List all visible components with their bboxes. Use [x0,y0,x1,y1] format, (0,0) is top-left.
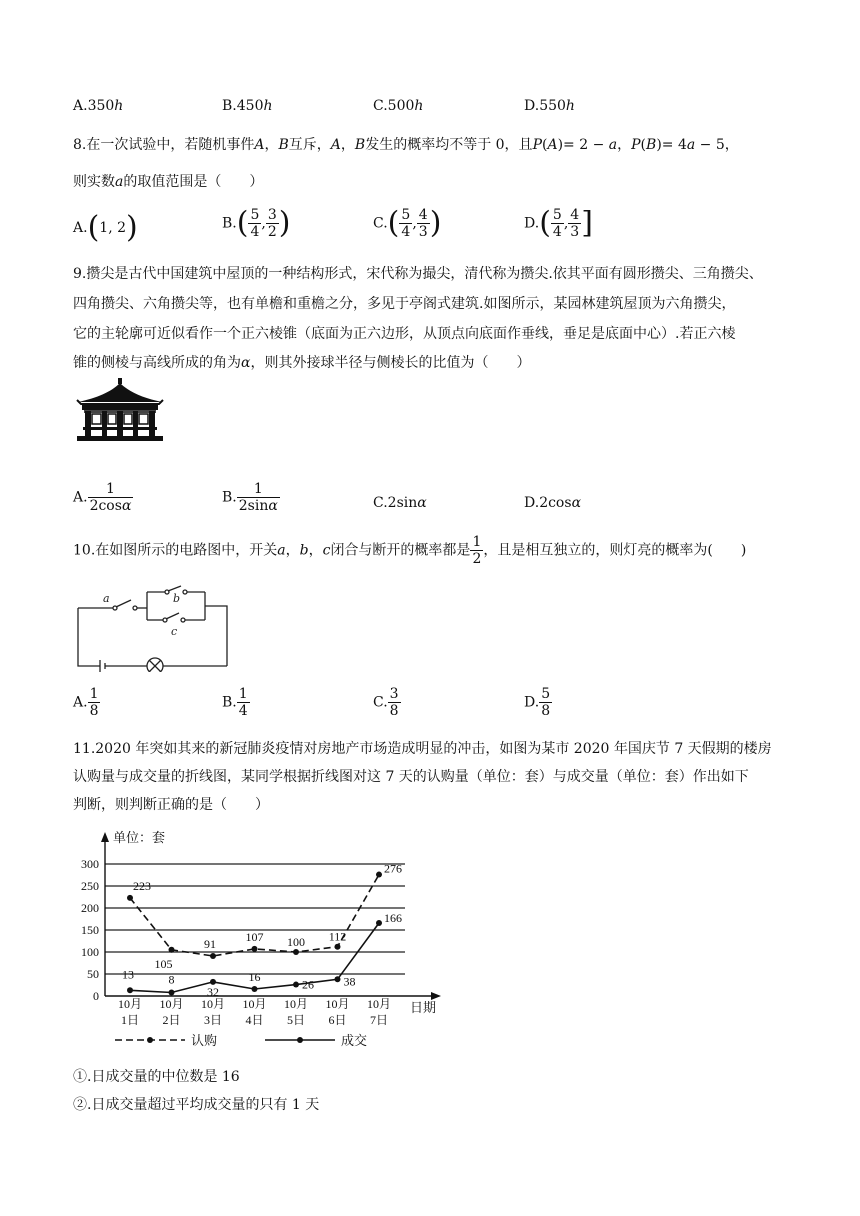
x-tick-label: 7日 [369,1013,389,1027]
q9-stem-line1: 9.攒尖是古代中国建筑中屋顶的一种结构形式，宋代称为撮尖，清代称为攒尖.依其平面有圆形攒尖、三角攒尖、 [73,266,763,282]
q7-option-c: C.500h [373,98,424,114]
y-tick-label: 100 [81,945,99,959]
x-tick-label: 10月 [283,997,309,1011]
x-tick-label: 3日 [203,1013,223,1027]
q9-option-c: C.2sinα [373,495,427,511]
data-label: 38 [343,974,356,989]
data-point [293,949,299,955]
legend-marker [297,1037,303,1043]
x-tick-label: 1日 [120,1013,140,1027]
data-label: 13 [122,967,134,982]
data-point [335,976,341,982]
x-tick-label: 10月 [200,997,226,1011]
data-point [127,895,133,901]
q7-option-b: B.450h [222,98,273,114]
x-axis-label: 日期 [410,1000,437,1015]
x-tick-label: 2日 [162,1013,181,1027]
data-label: 26 [302,977,314,992]
x-tick-label: 10月 [325,997,350,1011]
data-point [169,947,175,953]
data-point [252,946,258,952]
q8-option-d: D.( $\frac{5}{4}$ , $\frac{4}{3}$ ] [524,205,593,241]
q11-stem-line3: 判断，则判断正确的是（ ） [73,797,269,813]
data-point [210,953,216,959]
legend-label: 认购 [191,1033,218,1048]
data-point [376,872,382,878]
data-label: 105 [154,956,173,971]
data-label: 91 [204,936,216,951]
q10-stem: 10.在如图所示的电路图中，开关a，b，c闭合与断开的概率都是 $\frac{1}{2}$ ，且是相互独立的，则灯亮的概率为( ) [73,534,747,568]
data-point [127,987,133,993]
x-tick-label: 6日 [328,1013,347,1027]
switch-c-label: c [171,625,178,638]
q9-option-a: A. $\frac{1}{2\cos\alpha}$ [73,481,132,515]
pavilion-figure [75,378,165,442]
q9-stem-line3: 它的主轮廓可近似看作一个正六棱锥（底面为正六边形，从顶点向底面作垂线，垂足是底面中心）.若正六棱 [73,326,736,342]
q11-statement-1: ①.日成交量的中位数是 16 [73,1069,240,1085]
x-tick-label: 4日 [245,1013,264,1027]
q11-statement-2: ②.日成交量超过平均成交量的只有 1 天 [73,1097,320,1113]
x-axis-arrow [431,992,441,1000]
data-label: 223 [133,878,151,893]
legend-marker [147,1037,153,1043]
y-tick-label: 300 [81,857,99,871]
q11-stem-line1: 11.2020 年突如其来的新冠肺炎疫情对房地产市场造成明显的冲击，如图为某市 2020 年国庆节 7 天假期的楼房 [73,741,772,757]
y-axis-arrow [101,832,109,842]
y-tick-label: 200 [81,901,99,915]
q8-option-a: A.(1, 2) [73,210,138,245]
x-tick-label: 5日 [286,1013,306,1027]
data-point [169,989,175,995]
x-tick-label: 10月 [366,997,392,1011]
data-point [376,920,382,926]
q8-option-c: C.( $\frac{5}{4}$ , $\frac{4}{3}$ ) [373,205,442,241]
x-tick-label: 10月 [242,997,267,1011]
q9-stem-line2: 四角攒尖、六角攒尖等，也有单檐和重檐之分，多见于亭阁式建筑.如图所示，某园林建筑屋顶为六角攒尖， [73,296,736,312]
data-label: 107 [245,929,264,944]
data-label: 16 [248,969,261,984]
q10-option-d: D. $\frac{5}{8}$ [524,686,551,720]
data-label: 32 [207,984,219,999]
y-tick-label: 0 [93,989,99,1003]
y-tick-label: 150 [81,923,99,937]
legend-label: 成交 [341,1033,368,1048]
data-point [252,986,258,992]
switch-b-label: b [173,592,181,605]
q8-option-b: B.( $\frac{5}{4}$ , $\frac{3}{2}$ ) [222,205,291,241]
q8-stem-line1: 8.在一次试验中，若随机事件A，B互斥，A，B发生的概率均不等于 0，且P(A)= 2 − a，P(B)= 4a − 5， [73,137,739,153]
q10-option-c: C. $\frac{3}{8}$ [373,686,399,720]
q7-option-d: D.550h [524,98,575,114]
x-tick-label: 10月 [117,997,143,1011]
data-label: 100 [287,935,305,949]
data-label: 8 [168,972,175,987]
data-point [335,944,341,950]
y-tick-label: 50 [87,967,99,981]
q9-option-d: D.2cosα [524,495,582,511]
q11-stem-line2: 认购量与成交量的折线图，某同学根据折线图对这 7 天的认购量（单位：套）与成交量（单位：套）作出如下 [73,769,749,785]
data-label: 112 [328,929,347,944]
data-point [293,982,299,988]
line-chart [75,826,455,1058]
q8-stem-line2: 则实数a的取值范围是（ ） [73,174,264,190]
q9-stem-line4: 锥的侧棱与高线所成的角为α，则其外接球半径与侧棱长的比值为（ ） [73,355,531,371]
switch-a-label: a [103,592,110,605]
q10-option-b: B. $\frac{1}{4}$ [222,686,248,720]
data-label: 166 [384,910,402,925]
q7-option-a: A.350h [73,98,124,114]
q9-option-b: B. $\frac{1}{2\sin\alpha}$ [222,481,278,515]
y-tick-label: 250 [81,879,99,893]
x-tick-label: 10月 [159,997,184,1011]
circuit-diagram [75,582,235,672]
q10-option-a: A. $\frac{1}{8}$ [73,686,99,720]
data-label: 276 [384,861,402,876]
y-axis-label: 单位：套 [113,830,166,845]
